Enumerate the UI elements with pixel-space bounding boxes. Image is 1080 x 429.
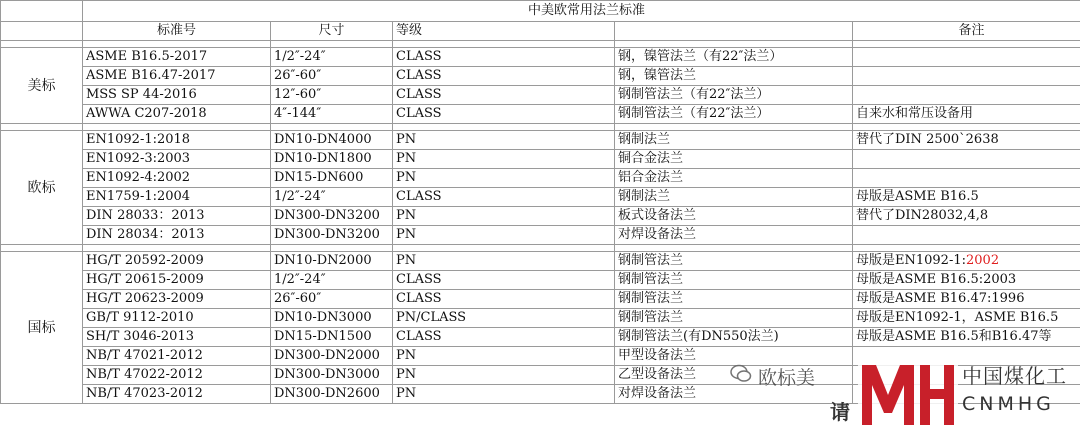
spacer-cell[interactable] <box>615 245 853 252</box>
size-cell-text: 1/2″-24″ <box>274 49 326 64</box>
size-cell-text: 26″-60″ <box>274 291 322 306</box>
size-cell[interactable] <box>271 328 393 347</box>
size-cell[interactable] <box>271 366 393 385</box>
header-size[interactable]: 尺寸 <box>271 22 393 41</box>
eu-group-label[interactable]: 欧标 <box>1 131 83 245</box>
type-cell-text: 钢制管法兰（有22″法兰） <box>618 106 770 121</box>
grade-cell[interactable] <box>393 169 615 188</box>
grade-cell-text: PN <box>396 348 417 363</box>
type-cell-text: 甲型设备法兰 <box>618 348 697 363</box>
grade-cell-text: PN <box>396 253 417 268</box>
spacer-cell[interactable] <box>853 124 1080 131</box>
note-cell-text: 母版是EN1092-1: <box>856 253 966 268</box>
spacer-cell[interactable] <box>83 245 271 252</box>
grade-cell-text: PN <box>396 227 417 242</box>
note-year-highlight: 2002 <box>966 253 1000 268</box>
note-cell[interactable] <box>853 226 1080 245</box>
standard-cell[interactable] <box>83 271 271 290</box>
type-cell[interactable] <box>615 86 853 105</box>
grade-cell-text: CLASS <box>396 291 442 306</box>
standard-cell-text: EN1092-3:2003 <box>86 151 191 166</box>
spacer-cell[interactable] <box>393 41 615 48</box>
spacer-cell[interactable] <box>1 41 83 48</box>
grade-cell[interactable] <box>393 366 615 385</box>
grade-cell[interactable] <box>393 150 615 169</box>
size-cell-text: DN300-DN3000 <box>274 367 380 382</box>
size-cell-text: DN10-DN1800 <box>274 151 372 166</box>
note-cell[interactable] <box>853 290 1080 309</box>
type-cell[interactable] <box>615 226 853 245</box>
type-cell-text: 铝合金法兰 <box>618 170 684 185</box>
grade-cell[interactable] <box>393 271 615 290</box>
spacer-cell[interactable] <box>393 124 615 131</box>
size-cell[interactable] <box>271 252 393 271</box>
standard-cell-text: HG/T 20592-2009 <box>86 253 204 268</box>
standard-cell[interactable] <box>83 252 271 271</box>
type-cell-text: 对焊设备法兰 <box>618 227 697 242</box>
type-cell-text: 钢，镍管法兰（有22″法兰） <box>618 49 783 64</box>
standard-cell-text: NB/T 47022-2012 <box>86 367 203 382</box>
note-cell-text: 自来水和常压设备用 <box>856 106 974 121</box>
spacer-cell[interactable] <box>1 245 83 252</box>
grade-cell[interactable] <box>393 290 615 309</box>
spacer-cell[interactable] <box>83 41 271 48</box>
note-cell[interactable] <box>853 169 1080 188</box>
note-cell[interactable] <box>853 207 1080 226</box>
standard-cell-text: GB/T 9112-2010 <box>86 310 194 325</box>
type-cell[interactable] <box>615 290 853 309</box>
type-cell[interactable] <box>615 150 853 169</box>
spacer-cell[interactable] <box>83 124 271 131</box>
grade-cell[interactable] <box>393 252 615 271</box>
note-cell-text: 母版是ASME B16.5 <box>856 189 979 204</box>
grade-cell[interactable] <box>393 347 615 366</box>
spacer-row <box>1 245 1080 252</box>
grade-cell-text: CLASS <box>396 68 442 83</box>
note-cell-text: 母版是EN1092-1，ASME B16.5 <box>856 310 1059 325</box>
grade-cell-text: CLASS <box>396 272 442 287</box>
table-row <box>1 67 1080 86</box>
size-cell[interactable] <box>271 67 393 86</box>
size-cell-text: DN10-DN4000 <box>274 132 372 147</box>
size-cell[interactable] <box>271 86 393 105</box>
size-cell[interactable] <box>271 309 393 328</box>
size-cell-text: DN10-DN2000 <box>274 253 372 268</box>
type-cell[interactable] <box>615 207 853 226</box>
size-cell[interactable] <box>271 105 393 124</box>
standard-cell-text: DIN 28034：2013 <box>86 227 205 242</box>
size-cell[interactable] <box>271 188 393 207</box>
grade-cell-text: PN/CLASS <box>396 310 467 325</box>
standard-cell-text: DIN 28033：2013 <box>86 208 205 223</box>
standard-cell[interactable] <box>83 309 271 328</box>
type-cell-text: 钢制管法兰 <box>618 253 684 268</box>
table-title[interactable]: 中美欧常用法兰标准 <box>83 1 1080 22</box>
note-cell[interactable] <box>853 328 1080 347</box>
standard-cell[interactable] <box>83 347 271 366</box>
grade-cell[interactable] <box>393 207 615 226</box>
spacer-cell[interactable] <box>1 124 83 131</box>
spacer-row <box>1 41 1080 48</box>
grade-cell[interactable] <box>393 309 615 328</box>
grade-cell[interactable] <box>393 86 615 105</box>
us-group-label[interactable]: 美标 <box>1 48 83 124</box>
note-cell[interactable] <box>853 252 1080 271</box>
size-cell[interactable] <box>271 385 393 404</box>
standard-cell[interactable] <box>83 188 271 207</box>
note-cell[interactable] <box>853 105 1080 124</box>
table-row <box>1 328 1080 347</box>
standard-cell[interactable] <box>83 207 271 226</box>
standard-cell-text: EN1092-1:2018 <box>86 132 191 147</box>
type-cell-text: 对焊设备法兰 <box>618 386 697 401</box>
standard-cell-text: EN1092-4:2002 <box>86 170 191 185</box>
type-cell-text: 钢制管法兰（有22″法兰） <box>618 87 770 102</box>
type-cell-text: 钢制法兰 <box>618 132 671 147</box>
grade-cell[interactable] <box>393 385 615 404</box>
table-corner-cell[interactable] <box>1 1 83 22</box>
grade-cell[interactable] <box>393 48 615 67</box>
grade-cell[interactable] <box>393 105 615 124</box>
header-type[interactable] <box>615 22 853 41</box>
grade-cell[interactable] <box>393 67 615 86</box>
spacer-cell[interactable] <box>615 41 853 48</box>
size-cell[interactable] <box>271 131 393 150</box>
grade-cell-text: PN <box>396 208 417 223</box>
table-row <box>1 309 1080 328</box>
size-cell[interactable] <box>271 347 393 366</box>
type-cell-text: 板式设备法兰 <box>618 208 697 223</box>
table-row <box>1 188 1080 207</box>
size-cell-text: DN300-DN3200 <box>274 227 380 242</box>
grade-cell-text: CLASS <box>396 49 442 64</box>
note-cell-text: 母版是ASME B16.5:2003 <box>856 272 1017 287</box>
standard-cell[interactable] <box>83 366 271 385</box>
spacer-cell[interactable] <box>271 41 393 48</box>
spacer-cell[interactable] <box>853 245 1080 252</box>
table-row <box>1 252 1080 271</box>
logo-chinese-text: 中国煤化工 <box>962 364 1067 388</box>
watermark-sub-text: 请 <box>830 400 850 424</box>
standard-cell[interactable] <box>83 131 271 150</box>
grade-cell-text: PN <box>396 386 417 401</box>
type-cell-text: 钢制法兰 <box>618 189 671 204</box>
note-cell[interactable] <box>853 48 1080 67</box>
size-cell-text: DN300-DN2000 <box>274 348 380 363</box>
table-row <box>1 207 1080 226</box>
type-cell-text: 钢制管法兰 <box>618 272 684 287</box>
standard-cell[interactable] <box>83 48 271 67</box>
table-row <box>1 105 1080 124</box>
size-cell[interactable] <box>271 226 393 245</box>
size-cell-text: 1/2″-24″ <box>274 189 326 204</box>
size-cell[interactable] <box>271 48 393 67</box>
type-cell-text: 乙型设备法兰 <box>618 367 697 382</box>
size-cell[interactable] <box>271 169 393 188</box>
note-cell-text: 母版是ASME B16.5和B16.47等 <box>856 329 1052 344</box>
standard-cell[interactable] <box>83 328 271 347</box>
grade-cell[interactable] <box>393 188 615 207</box>
type-cell[interactable] <box>615 271 853 290</box>
table-row <box>1 271 1080 290</box>
type-cell[interactable] <box>615 48 853 67</box>
table-row <box>1 169 1080 188</box>
table-row <box>1 86 1080 105</box>
size-cell-text: DN15-DN1500 <box>274 329 372 344</box>
type-cell[interactable] <box>615 188 853 207</box>
table-row <box>1 150 1080 169</box>
grade-cell-text: CLASS <box>396 189 442 204</box>
size-cell-text: DN300-DN3200 <box>274 208 380 223</box>
spacer-cell[interactable] <box>271 124 393 131</box>
type-cell-text: 钢制管法兰 <box>618 310 684 325</box>
size-cell-text: DN15-DN600 <box>274 170 364 185</box>
grade-cell-text: PN <box>396 170 417 185</box>
standard-cell[interactable] <box>83 150 271 169</box>
standard-cell-text: HG/T 20623-2009 <box>86 291 204 306</box>
header-remarks[interactable]: 备注 <box>853 22 1080 41</box>
spacer-cell[interactable] <box>271 245 393 252</box>
type-cell-text: 钢制管法兰 <box>618 291 684 306</box>
standard-cell[interactable] <box>83 290 271 309</box>
note-cell-text: 替代了DIN28032,4,8 <box>856 208 989 223</box>
standard-cell-text: SH/T 3046-2013 <box>86 329 194 344</box>
size-cell[interactable] <box>271 290 393 309</box>
grade-cell-text: PN <box>396 151 417 166</box>
type-cell[interactable] <box>615 105 853 124</box>
standard-cell-text: NB/T 47021-2012 <box>86 348 203 363</box>
note-cell[interactable] <box>853 86 1080 105</box>
size-cell-text: DN300-DN2600 <box>274 386 380 401</box>
table-row <box>1 48 1080 67</box>
size-cell[interactable] <box>271 271 393 290</box>
spacer-cell[interactable] <box>393 245 615 252</box>
size-cell-text: 26″-60″ <box>274 68 322 83</box>
type-cell[interactable] <box>615 385 853 404</box>
type-cell[interactable] <box>615 252 853 271</box>
note-cell[interactable] <box>853 67 1080 86</box>
grade-cell-text: PN <box>396 132 417 147</box>
grade-cell[interactable] <box>393 328 615 347</box>
grade-cell-text: PN <box>396 367 417 382</box>
note-cell[interactable] <box>853 150 1080 169</box>
spacer-cell[interactable] <box>615 124 853 131</box>
type-cell[interactable] <box>615 347 853 366</box>
type-cell[interactable] <box>615 366 853 385</box>
table-row <box>1 226 1080 245</box>
standard-cell-text: ASME B16.5-2017 <box>86 49 208 64</box>
type-cell-text: 钢制管法兰(有DN550法兰) <box>618 329 779 344</box>
standard-cell-text: ASME B16.47-2017 <box>86 68 216 83</box>
note-cell[interactable] <box>853 271 1080 290</box>
note-cell[interactable] <box>853 131 1080 150</box>
size-cell-text: 4″-144″ <box>274 106 322 121</box>
size-cell-text: 1/2″-24″ <box>274 272 326 287</box>
standard-cell[interactable] <box>83 385 271 404</box>
logo-english-text: CNMHG <box>962 393 1055 415</box>
standard-cell[interactable] <box>83 169 271 188</box>
standard-cell-text: NB/T 47023-2012 <box>86 386 203 401</box>
standard-cell-text: AWWA C207-2018 <box>86 106 207 121</box>
header-grade[interactable]: 等级 <box>393 22 615 41</box>
type-cell-text: 铜合金法兰 <box>618 151 684 166</box>
standard-cell[interactable] <box>83 86 271 105</box>
grade-cell-text: CLASS <box>396 87 442 102</box>
size-cell[interactable] <box>271 207 393 226</box>
spacer-cell[interactable] <box>853 41 1080 48</box>
type-cell-text: 钢，镍管法兰 <box>618 68 697 83</box>
cn-group-label[interactable]: 国标 <box>1 252 83 404</box>
note-cell[interactable] <box>853 188 1080 207</box>
standard-cell-text: HG/T 20615-2009 <box>86 272 204 287</box>
standard-cell[interactable] <box>83 226 271 245</box>
standard-cell-text: MSS SP 44-2016 <box>86 87 197 102</box>
size-cell-text: 12″-60″ <box>274 87 322 102</box>
note-cell[interactable] <box>853 309 1080 328</box>
grade-cell-text: CLASS <box>396 329 442 344</box>
header-blank-cell[interactable] <box>1 22 83 41</box>
table-row <box>1 131 1080 150</box>
size-cell[interactable] <box>271 150 393 169</box>
type-cell[interactable] <box>615 169 853 188</box>
note-cell-text: 母版是ASME B16.47:1996 <box>856 291 1025 306</box>
standard-cell[interactable] <box>83 105 271 124</box>
standard-cell-text: EN1759-1:2004 <box>86 189 191 204</box>
type-cell[interactable] <box>615 131 853 150</box>
note-cell-text: 替代了DIN 2500`2638 <box>856 132 999 147</box>
grade-cell[interactable] <box>393 226 615 245</box>
type-cell[interactable] <box>615 328 853 347</box>
table-row <box>1 290 1080 309</box>
grade-cell[interactable] <box>393 131 615 150</box>
size-cell-text: DN10-DN3000 <box>274 310 372 325</box>
watermark-account-name: 欧标美 <box>730 363 815 390</box>
spacer-row <box>1 124 1080 131</box>
type-cell[interactable] <box>615 67 853 86</box>
grade-cell-text: CLASS <box>396 106 442 121</box>
type-cell[interactable] <box>615 309 853 328</box>
standard-cell[interactable] <box>83 67 271 86</box>
header-standard-no[interactable]: 标准号 <box>83 22 271 41</box>
